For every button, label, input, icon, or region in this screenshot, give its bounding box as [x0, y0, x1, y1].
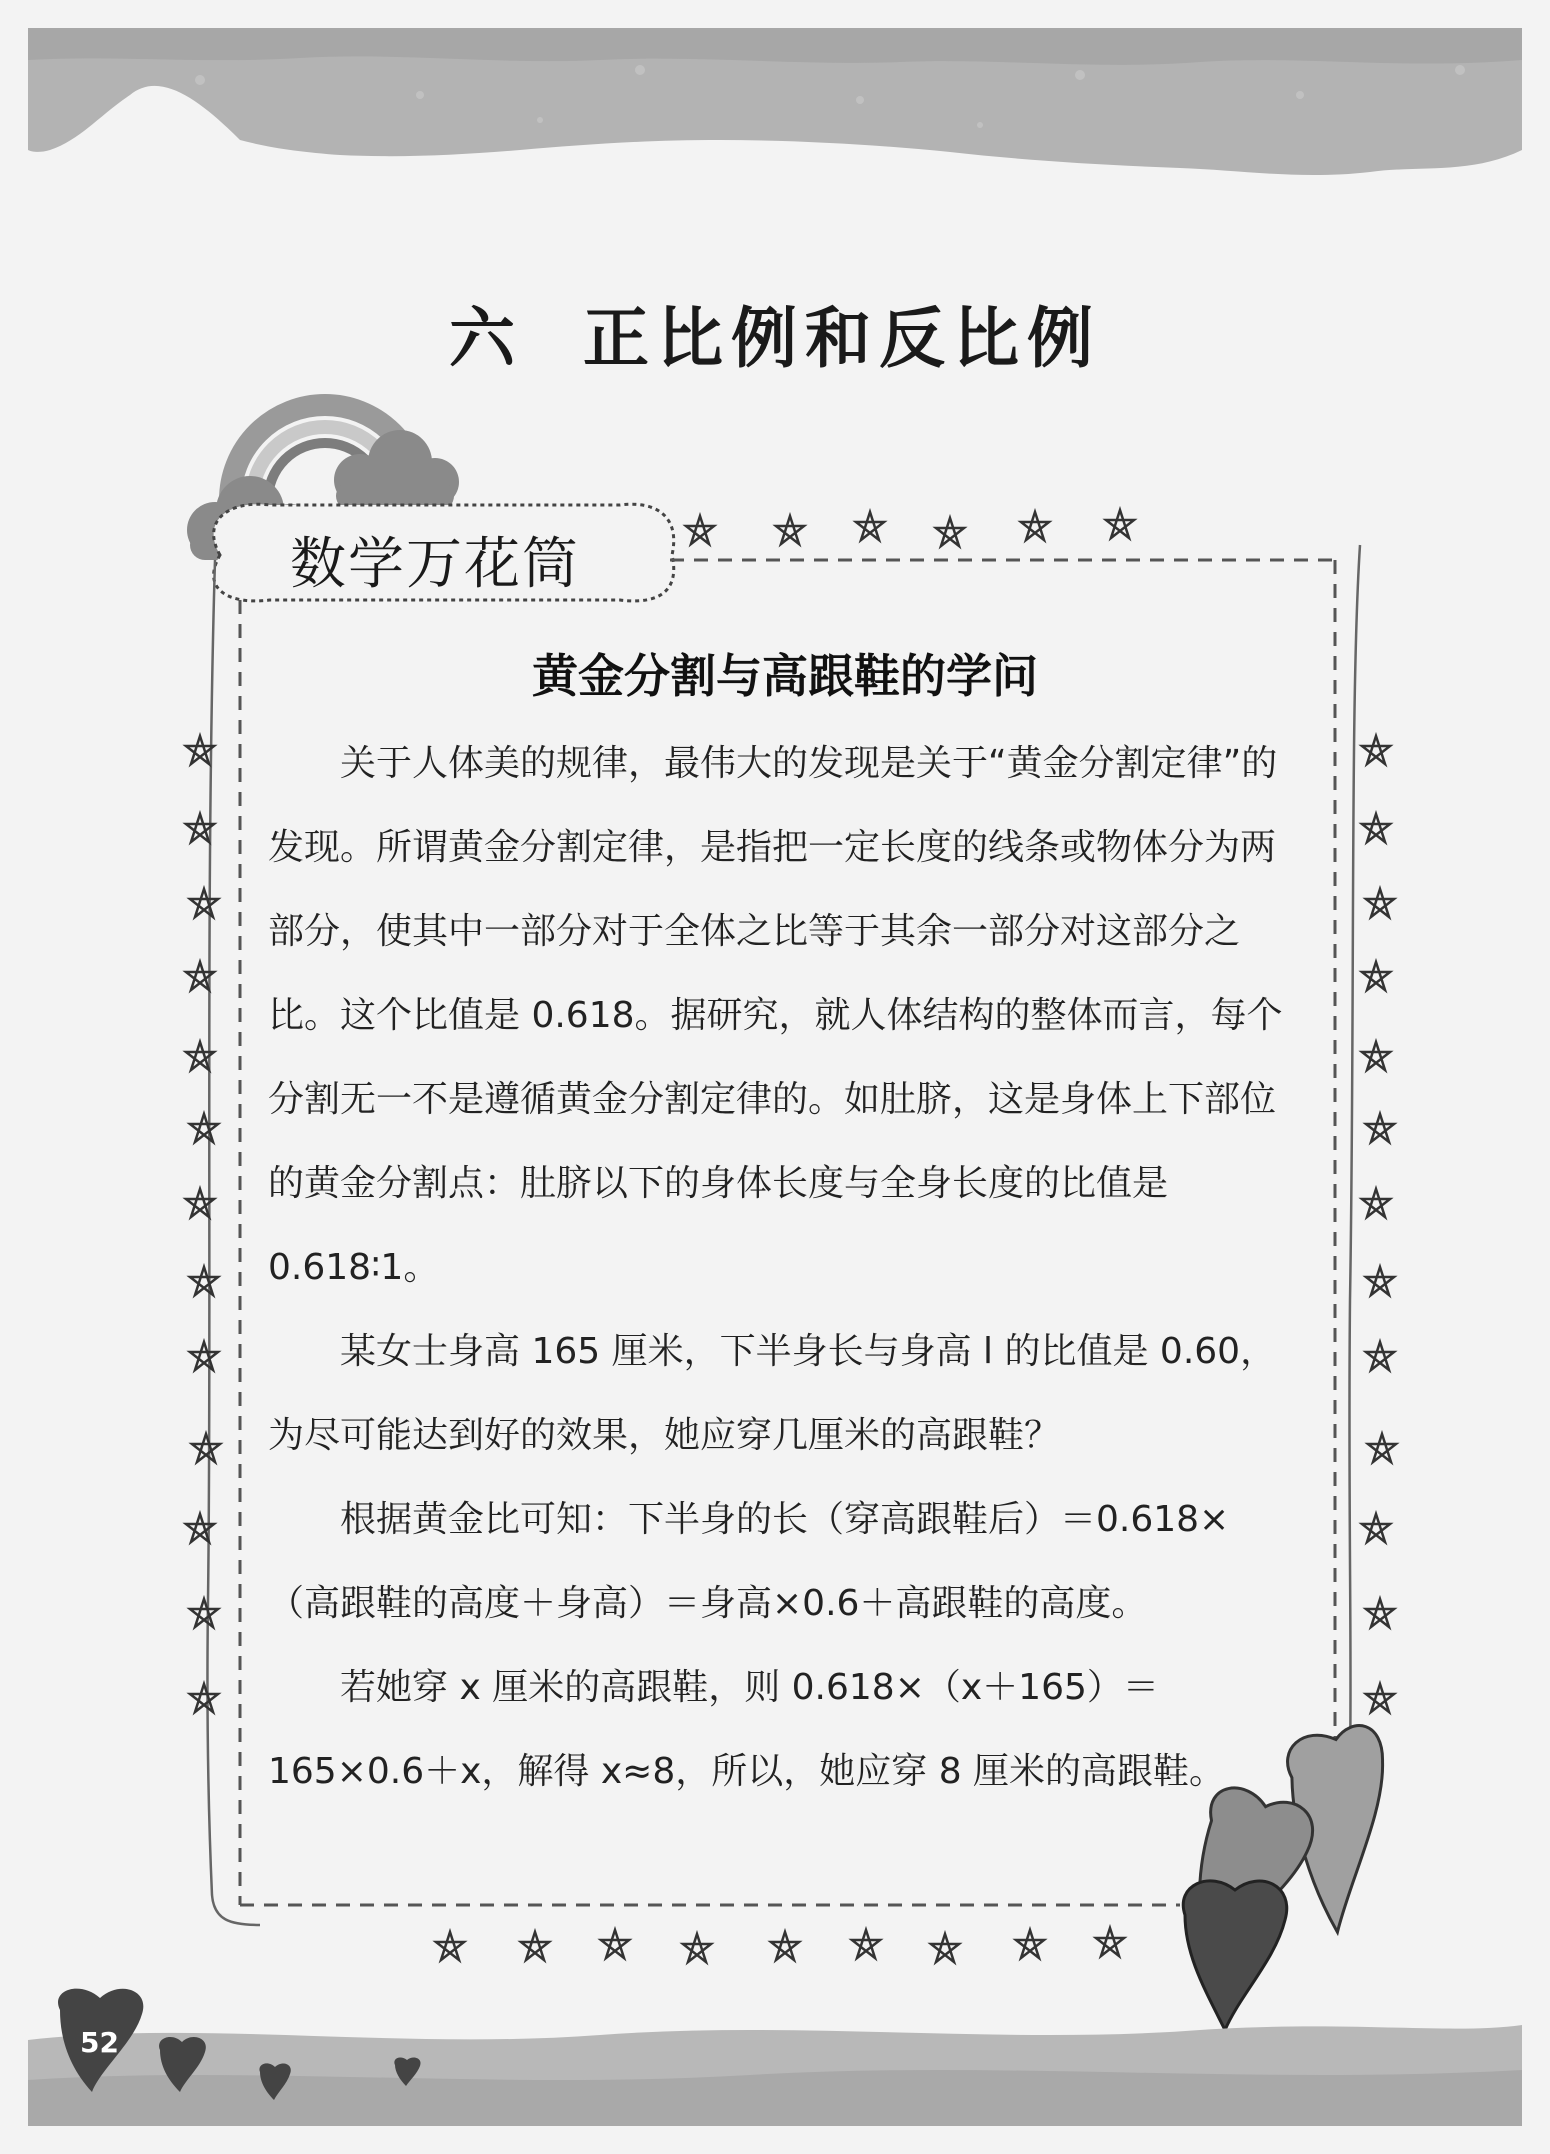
section-tag: 数学万花筒: [290, 532, 580, 597]
page-number: 52: [80, 2026, 119, 2059]
paragraph: 根据黄金比可知：下半身的长（穿高跟鞋后）＝0.618×（高跟鞋的高度＋身高）＝身高×0.6＋高跟鞋的高度。: [268, 1499, 1230, 1624]
footer-band: [0, 1980, 1550, 2154]
article-body: [268, 722, 1296, 1814]
star-icon-column-left: [186, 736, 220, 1712]
star-icon-row: [686, 510, 1134, 546]
article-title: 黄金分割与高跟鞋的学问: [532, 649, 1038, 703]
chapter-name: 正比例和反比例: [583, 300, 1101, 377]
chapter-number: 六: [449, 300, 523, 377]
star-icon-column-right: [1362, 736, 1396, 1712]
star-icon-row-bottom: [436, 1928, 1124, 1962]
paragraph: 某女士身高 165 厘米，下半身长与身高 l 的比值是 0.60，为尽可能达到好的效果，她应穿几厘米的高跟鞋？: [268, 1331, 1277, 1456]
paragraph: 关于人体美的规律，最伟大的发现是关于“黄金分割定律”的发现。所谓黄金分割定律，是指把一定长度的线条或物体分为两部分，使其中一部分对于全体之比等于其余一部分对这部分之比。这个比值是 0.618。据研究，就人体结构的整体而言，每个分割无一不是遵循黄金分割定律的。如肚脐，这是身体上下部位的黄金分割点：肚脐以下的身体长度与全身长度的比值是 0.618∶1。: [268, 743, 1283, 1288]
paragraph: 若她穿 x 厘米的高跟鞋，则 0.618×（x＋165）＝165×0.6＋x，解得 x≈8，所以，她应穿 8 厘米的高跟鞋。: [268, 1667, 1226, 1792]
